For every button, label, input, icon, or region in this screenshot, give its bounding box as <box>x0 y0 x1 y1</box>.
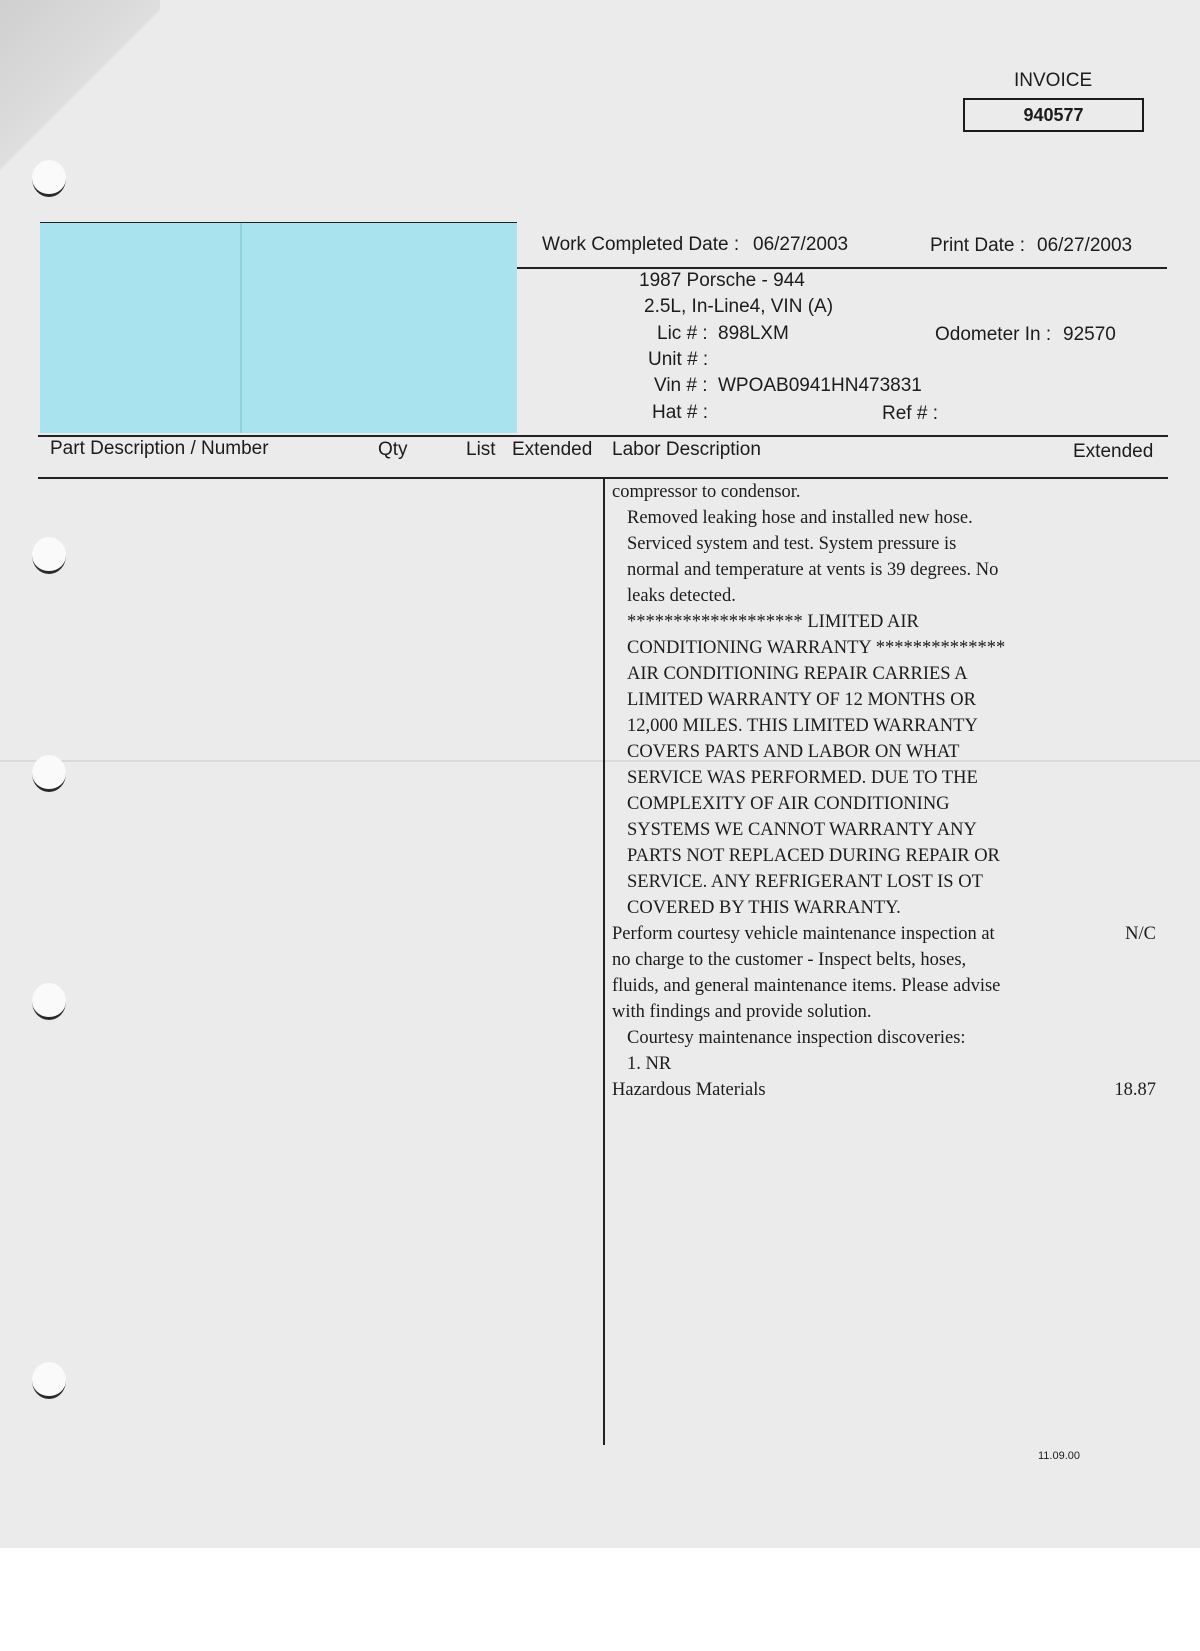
labor-line-text: SERVICE WAS PERFORMED. DUE TO THE <box>627 768 978 788</box>
ref-label: Ref # : <box>882 403 938 424</box>
work-completed-label: Work Completed Date : <box>542 234 740 255</box>
dates-rule <box>517 267 1167 269</box>
labor-line <box>612 869 1172 895</box>
invoice-number: 940577 <box>963 98 1144 132</box>
binder-hole <box>32 537 66 574</box>
labor-line-text: 1. NR <box>627 1054 672 1074</box>
col-list: List <box>466 439 496 460</box>
binder-hole <box>32 1362 66 1399</box>
labor-line <box>612 505 1172 531</box>
labor-line <box>612 843 1172 869</box>
binder-hole <box>32 160 66 197</box>
labor-line <box>612 479 1172 505</box>
vin-value: WPOAB0941HN473831 <box>718 375 922 396</box>
labor-line-text: Removed leaking hose and installed new hose. <box>627 508 973 528</box>
labor-line-text: leaks detected. <box>627 586 736 606</box>
invoice-label: INVOICE <box>1014 70 1093 91</box>
parts-labor-divider <box>603 478 605 1445</box>
labor-line-text: Serviced system and test. System pressure is <box>627 534 957 554</box>
labor-line <box>612 765 1172 791</box>
labor-line <box>612 817 1172 843</box>
license-number: 898LXM <box>718 323 789 344</box>
col-labor-extended: Extended <box>1073 441 1154 462</box>
labor-line-text: CONDITIONING WARRANTY ************** <box>627 638 1006 658</box>
col-labor-description: Labor Description <box>612 439 761 460</box>
odometer-value: 92570 <box>1063 324 1116 345</box>
labor-line <box>612 999 1172 1025</box>
labor-line <box>612 609 1172 635</box>
print-date: 06/27/2003 <box>1037 235 1133 256</box>
labor-line <box>612 895 1172 921</box>
labor-line-text: SYSTEMS WE CANNOT WARRANTY ANY <box>627 820 977 840</box>
vehicle-model: 1987 Porsche - 944 <box>639 270 805 291</box>
labor-line-text: PARTS NOT REPLACED DURING REPAIR OR <box>627 846 1000 866</box>
labor-line <box>612 791 1172 817</box>
folded-corner <box>0 0 160 190</box>
header-top-rule <box>38 435 1168 437</box>
work-completed-date: 06/27/2003 <box>753 234 849 255</box>
labor-line <box>612 921 1172 947</box>
license-label: Lic # : <box>657 323 708 344</box>
labor-line <box>612 687 1172 713</box>
labor-line-text: ******************* LIMITED AIR <box>627 612 919 632</box>
labor-line <box>612 973 1172 999</box>
labor-line <box>612 947 1172 973</box>
labor-line-text: fluids, and general maintenance items. Please advise <box>612 976 1001 996</box>
labor-line <box>612 1051 1172 1077</box>
labor-line <box>612 1077 1172 1103</box>
labor-line <box>612 635 1172 661</box>
odometer-label: Odometer In : <box>935 324 1052 345</box>
vin-label: Vin # : <box>654 375 708 396</box>
labor-line <box>612 713 1172 739</box>
labor-line-text: with findings and provide solution. <box>612 1002 872 1022</box>
labor-line-amount: N/C <box>1125 924 1156 944</box>
labor-line-text: normal and temperature at vents is 39 degrees. No <box>627 560 999 580</box>
unit-label: Unit # : <box>648 349 709 370</box>
labor-line <box>612 583 1172 609</box>
vehicle-engine: 2.5L, In-Line4, VIN (A) <box>644 296 834 317</box>
labor-line <box>612 531 1172 557</box>
binder-hole <box>32 755 66 792</box>
col-part-description: Part Description / Number <box>50 438 269 459</box>
labor-line-text: COVERS PARTS AND LABOR ON WHAT <box>627 742 960 762</box>
labor-line-text: COVERED BY THIS WARRANTY. <box>627 898 901 918</box>
labor-line-text: Perform courtesy vehicle maintenance inspection at <box>612 924 995 944</box>
labor-line <box>612 1025 1172 1051</box>
labor-line-text: Courtesy maintenance inspection discoveries: <box>627 1028 966 1048</box>
labor-line-text: COMPLEXITY OF AIR CONDITIONING <box>627 794 950 814</box>
binder-hole <box>32 983 66 1020</box>
col-qty: Qty <box>378 439 408 460</box>
labor-line-text: AIR CONDITIONING REPAIR CARRIES A <box>627 664 968 684</box>
labor-line-text: 12,000 MILES. THIS LIMITED WARRANTY <box>627 716 978 736</box>
labor-line-text: no charge to the customer - Inspect belts, hoses, <box>612 950 967 970</box>
labor-line <box>612 557 1172 583</box>
labor-line-text: Hazardous Materials <box>612 1080 766 1100</box>
form-code: 11.09.00 <box>1038 1450 1081 1462</box>
labor-line-text: SERVICE. ANY REFRIGERANT LOST IS OT <box>627 872 983 892</box>
labor-line-amount: 18.87 <box>1114 1080 1156 1100</box>
customer-block-top-rule <box>40 222 517 223</box>
hat-label: Hat # : <box>652 402 708 423</box>
labor-line <box>612 661 1172 687</box>
labor-line <box>612 739 1172 765</box>
print-date-label: Print Date : <box>930 235 1026 256</box>
labor-line-text: compressor to condensor. <box>612 482 801 502</box>
labor-line-text: LIMITED WARRANTY OF 12 MONTHS OR <box>627 690 976 710</box>
col-parts-extended: Extended <box>512 439 593 460</box>
labor-description-list <box>612 479 1172 1103</box>
redacted-customer-block <box>40 223 517 433</box>
redaction-seam <box>240 223 242 433</box>
